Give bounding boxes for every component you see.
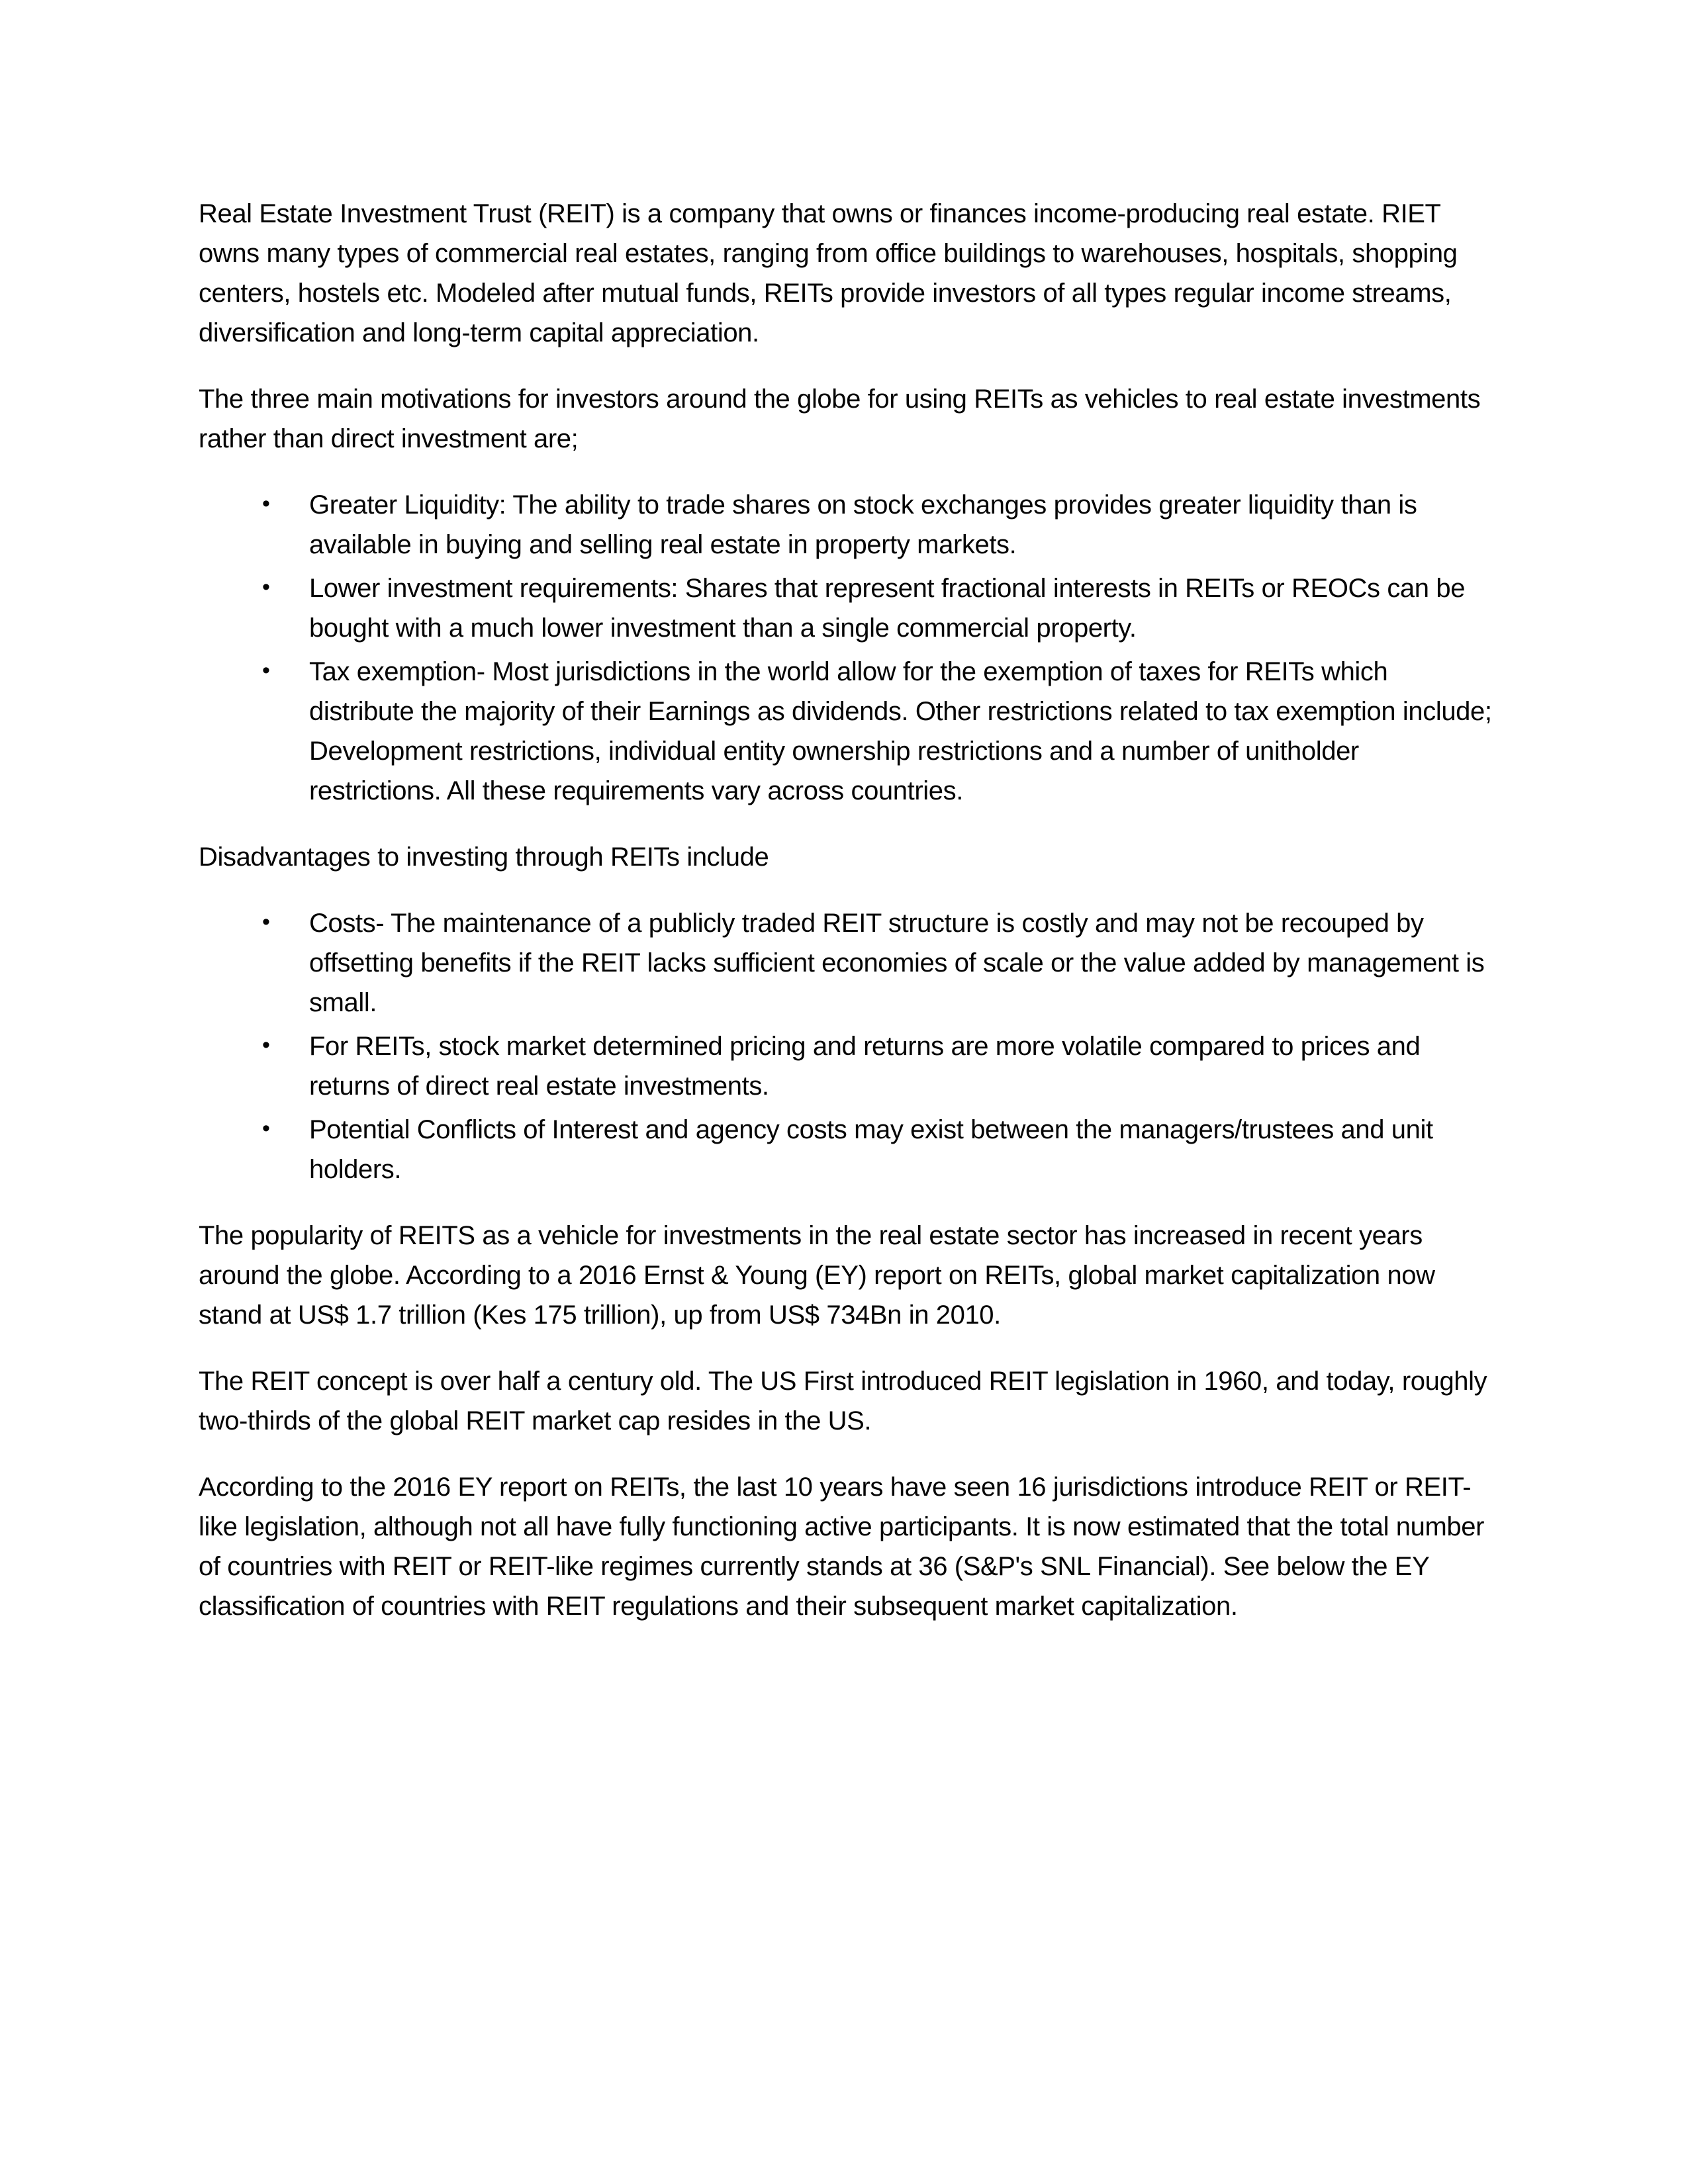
- list-item: [199, 1026, 1493, 1106]
- list-item: [199, 903, 1493, 1023]
- document-body-text: [199, 194, 1493, 1653]
- bullet-icon: •: [262, 1116, 270, 1141]
- paragraph-ey-report: According to the 2016 EY report on REITs, the last 10 years have seen 16 jurisdictions introduce REIT or REIT-like legislation, although not all have fully functioning active participants. It is now estimated that the total number of countries with REIT or REIT-like regimes currently stands at 36 (S&P's SNL Financial). See below the EY classification of countries with REIT regulations and their subsequent market capitalization.: [199, 1473, 1485, 1621]
- list-item-text: For REITs, stock market determined pricing and returns are more volatile compared to prices and returns of direct real estate investments.: [309, 1032, 1421, 1101]
- bullet-icon: •: [262, 574, 270, 600]
- list-item: [199, 652, 1493, 811]
- paragraph-motivations-intro: The three main motivations for investors around the globe for using REITs as vehicles to real estate investments rather than direct investment are;: [199, 385, 1481, 453]
- disadvantages-list: [199, 903, 1493, 1189]
- paragraph-reit-popularity: The popularity of REITS as a vehicle for investments in the real estate sector has increased in recent years around the globe. According to a 2016 Ernst & Young (EY) report on REITs, global market capitalization now stand at US$ 1.7 trillion (Kes 175 trillion), up from US$ 734Bn in 2010.: [199, 1221, 1435, 1330]
- paragraph-disadvantages-intro: Disadvantages to investing through REITs include: [199, 842, 769, 872]
- bullet-icon: •: [262, 658, 270, 683]
- list-item-text: Tax exemption- Most jurisdictions in the world allow for the exemption of taxes for REITs which distribute the majority of their Earnings as dividends. Other restrictions related to tax exemption include; Development restrictions, individual entity ownership restrictions and a number of unitholder restrictions. All these requirements vary across countries.: [309, 657, 1492, 805]
- bullet-icon: •: [262, 909, 270, 934]
- list-item: [199, 485, 1493, 565]
- list-item: [199, 1110, 1493, 1189]
- motivations-list: [199, 485, 1493, 811]
- paragraph-reit-history: The REIT concept is over half a century old. The US First introduced REIT legislation in 1960, and today, roughly two-thirds of the global REIT market cap resides in the US.: [199, 1367, 1487, 1435]
- list-item: [199, 569, 1493, 648]
- bullet-icon: •: [262, 491, 270, 516]
- list-item-text: Lower investment requirements: Shares that represent fractional interests in REITs or REOCs can be bought with a much lower investment than a single commercial property.: [309, 574, 1466, 643]
- list-item-text: Greater Liquidity: The ability to trade shares on stock exchanges provides greater liquidity than is available in buying and selling real estate in property markets.: [309, 490, 1417, 559]
- paragraph-reit-definition: Real Estate Investment Trust (REIT) is a company that owns or finances income-producing real estate. RIET owns many types of commercial real estates, ranging from office buildings to warehouses, hospitals, shopping centers, hostels etc. Modeled after mutual funds, REITs provide investors of all types regular income streams, diversification and long-term capital appreciation.: [199, 199, 1458, 347]
- list-item-text: Potential Conflicts of Interest and agency costs may exist between the managers/trustees and unit holders.: [309, 1115, 1433, 1184]
- list-item-text: Costs- The maintenance of a publicly traded REIT structure is costly and may not be recouped by offsetting benefits if the REIT lacks sufficient economies of scale or the value added by management is small.: [309, 909, 1485, 1017]
- bullet-icon: •: [262, 1032, 270, 1058]
